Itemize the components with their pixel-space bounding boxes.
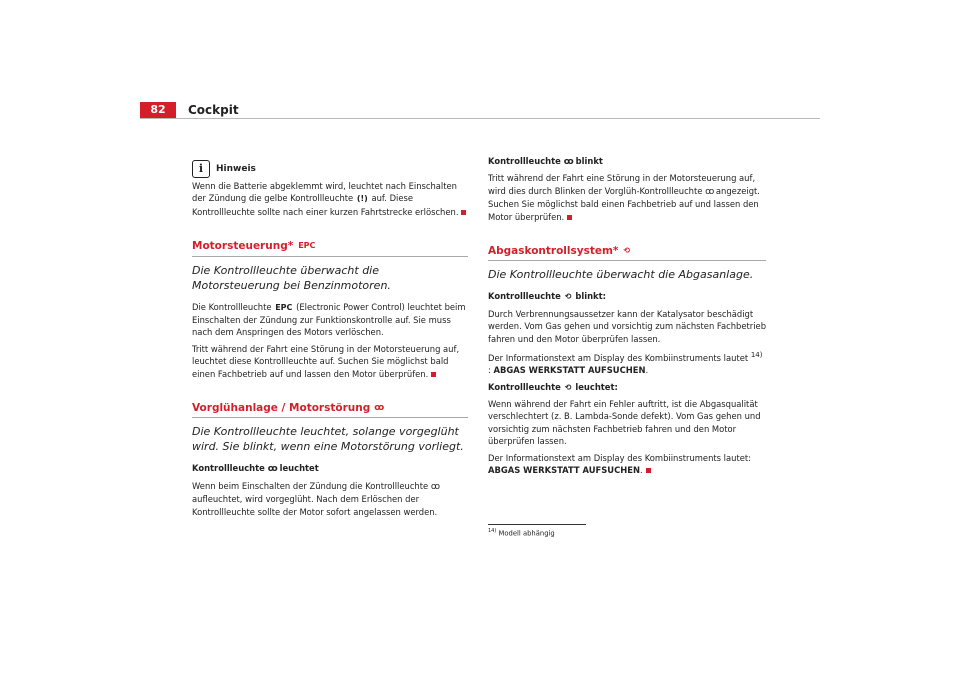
paragraph: Durch Verbrennungsaussetzer kann der Katalysator beschädigt werden. Vom Gas gehen und vorsichtig zum nächsten Fachbetrieb fahren und den Motor überprüfen lassen.	[488, 308, 767, 344]
paragraph: Tritt während der Fahrt eine Störung in der Motorsteuerung auf, leuchtet diese Kontrollleuchte auf. Suchen Sie möglichst bald einen Fachbetrieb auf und lassen den Motor überprüfen.	[192, 343, 460, 379]
section-subtitle-vorgluehanlage: Die Kontrollleuchte leuchtet, solange vorgeglüht wird. Sie blinkt, wenn eine Motorstörung vorliegt.	[192, 425, 464, 454]
glow-plug-icon: ꝏ	[705, 186, 714, 197]
engine-check-icon: ⟲	[564, 292, 572, 302]
paragraph: Wenn während der Fahrt ein Fehler auftritt, ist die Abgasqualität verschlechtert (z. B. Lambda-Sonde defekt). Vom Gas gehen und vorsichtig zum nächsten Fachbetrieb fahren und den Motor überprüfen lassen.	[488, 399, 761, 447]
section-subtitle-motorsteuerung: Die Kontrollleuchte überwacht die Motorsteuerung bei Benzinmotoren.	[192, 263, 391, 292]
footnote-rule	[488, 524, 586, 525]
subheading: Kontrollleuchte ꝏ leuchtet	[192, 463, 319, 475]
right-column	[488, 155, 766, 481]
page-title: Cockpit	[188, 103, 239, 117]
end-mark-icon	[567, 215, 572, 220]
section-title-abgaskontrollsystem: Abgaskontrollsystem* ⟲	[488, 245, 766, 261]
subheading: Kontrollleuchte ⟲ leuchtet:	[488, 381, 766, 394]
note-text: Wenn die Batterie abgeklemmt wird, leuchtet nach Einschalten der Zündung die gelbe Kontrollleuchte (!) auf. Diese Kontrollleuchte sollte nach einer kurzen Fahrtstrecke erlöschen.	[192, 180, 468, 218]
glow-plug-icon: ꝏ	[267, 464, 277, 475]
paragraph: Wenn beim Einschalten der Zündung die Kontrollleuchte ꝏ aufleuchtet, wird vorgeglüht. Nach dem Erlöschen der Kontrollleuchte sollte der Motor sofort angelassen werden.	[192, 480, 439, 517]
paragraph: Der Informationstext am Display des Kombiinstruments lautet $^{14)}$ : ABGAS WERKSTATT AUFSUCHEN.	[488, 351, 763, 376]
info-icon: i	[192, 160, 210, 178]
paragraph: Der Informationstext am Display des Kombiinstruments lautet: ABGAS WERKSTATT AUFSUCHEN.	[488, 452, 751, 476]
engine-check-icon: ⟲	[623, 246, 631, 256]
footnote: $^{14)}$ Modell abhängig	[488, 528, 555, 538]
note-heading	[192, 160, 468, 178]
header-rule	[140, 118, 820, 119]
section-title-motorsteuerung: Motorsteuerung* EPC	[192, 240, 468, 256]
warning-lamp-icon: (!)	[356, 194, 368, 204]
engine-check-icon: ⟲	[564, 382, 572, 392]
end-mark-icon	[646, 468, 651, 473]
left-column	[192, 160, 468, 522]
glow-plug-icon: ꝏ	[374, 403, 384, 414]
glow-plug-icon: ꝏ	[430, 481, 439, 492]
subheading: Kontrollleuchte ⟲ blinkt:	[488, 290, 766, 303]
page-number: 82	[140, 102, 176, 118]
glow-plug-icon: ꝏ	[563, 157, 573, 167]
epc-icon: EPC	[298, 241, 316, 251]
end-mark-icon	[461, 210, 466, 215]
epc-icon: EPC	[275, 302, 293, 312]
end-mark-icon	[431, 372, 436, 377]
section-subtitle-abgaskontrollsystem: Die Kontrollleuchte überwacht die Abgasanlage.	[488, 268, 754, 282]
note-label: Hinweis	[216, 163, 256, 174]
subheading: Kontrollleuchte ꝏ blinkt	[488, 156, 603, 167]
section-title-vorgluehanlage: Vorglühanlage / Motorstörung ꝏ	[192, 402, 468, 418]
paragraph: Tritt während der Fahrt eine Störung in der Motorsteuerung auf, wird dies durch Blinken der Vorglüh-Kontrollleuchte ꝏ angezeigt. Suchen Sie möglichst bald einen Fachbetrieb auf und lassen den Motor überprüfen.	[488, 173, 760, 222]
paragraph: Die Kontrollleuchte EPC (Electronic Power Control) leuchtet beim Einschalten der Zündung zur Funktionskontrolle auf. Sie muss nach dem Anspringen des Motors verlöschen.	[192, 301, 466, 338]
